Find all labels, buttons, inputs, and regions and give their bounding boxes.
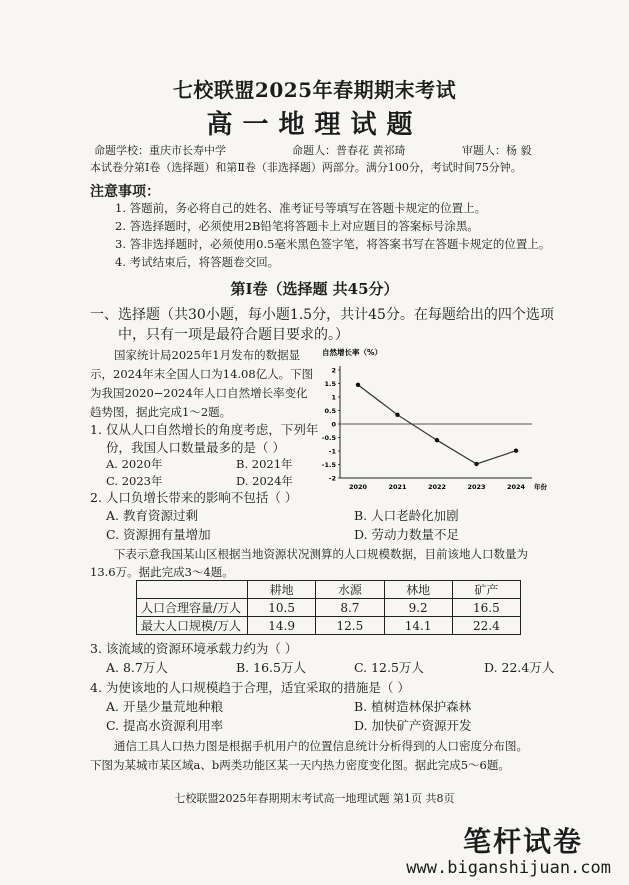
option-b: B. 人口老龄化加剧 — [354, 508, 459, 523]
question-stem: 3. 该流域的资源环境承载力约为（ ） — [90, 641, 298, 656]
y-tick-label: 2 — [331, 366, 336, 375]
y-tick-label: -1.5 — [321, 461, 336, 469]
page-footer: 七校联盟2025年春期期末考试高一地理试题 第1页 共8页 — [174, 792, 455, 805]
option-b: B. 植树造林保护森林 — [354, 699, 472, 714]
option-d: D. 劳动力数量不足 — [354, 527, 460, 542]
table-cell: 14.1 — [384, 617, 452, 635]
subject-title: 高一地理试题 — [206, 110, 423, 140]
table-cell: 16.5 — [452, 599, 520, 617]
x-tick-label: 2024 — [506, 483, 526, 491]
data-point — [474, 462, 478, 466]
section-instruction: 中，只有一项是最符合题目要求的。） — [118, 327, 349, 343]
table-row — [137, 617, 521, 635]
table-header-row — [137, 581, 521, 599]
option-b: B. 16.5万人 — [236, 660, 306, 675]
question-stem: 2. 人口负增长带来的影响不包括（ ） — [90, 490, 298, 505]
table-cell: 10.5 — [248, 599, 316, 617]
table-cell: 8.7 — [316, 599, 384, 617]
table-cell: 22.4 — [452, 617, 520, 635]
passage-line: 通信工具人口热力图是根据手机用户的位置信息统计分析得到的人口密度分布图。 — [114, 739, 528, 753]
option-c: C. 12.5万人 — [354, 660, 424, 675]
y-tick-label: 0 — [331, 420, 336, 429]
note-item: 3. 答非选择题时，必须使用0.5毫米黑色签字笔，将答案书写在答题卡规定的位置上。 — [115, 237, 551, 251]
population-growth-chart — [320, 344, 550, 494]
table-cell: 12.5 — [316, 617, 384, 635]
table-cell: 14.9 — [248, 617, 316, 635]
question-stem: 1. 仅从人口自然增长的角度考虑，下列年 — [90, 422, 319, 437]
y-tick-label: 1.5 — [324, 380, 336, 388]
x-tick-label: 2022 — [427, 483, 447, 491]
table-cell: 9.2 — [384, 599, 452, 617]
passage-line: 13.6万。据此完成3～4题。 — [90, 565, 234, 579]
section-title: 第Ⅰ卷（选择题 共45分） — [230, 280, 399, 298]
table-cell: 水源 — [316, 581, 384, 599]
passage-line: 为我国2020−2024年人口自然增长率变化 — [90, 386, 308, 400]
notes-heading: 注意事项： — [90, 184, 160, 200]
option-d: D. 22.4万人 — [484, 660, 555, 675]
data-point — [356, 383, 360, 387]
table-cell: 林地 — [384, 581, 452, 599]
table-cell: 最大人口规模/万人 — [137, 617, 248, 635]
y-tick-label: -2 — [328, 474, 336, 483]
y-tick-label: 0.5 — [324, 407, 336, 415]
y-axis-label: 自然增长率（%） — [322, 348, 383, 357]
option-d: D. 2024年 — [236, 474, 293, 488]
question-stem: 份，我国人口数量最多的是（ ） — [106, 440, 285, 455]
y-tick-label: 1 — [331, 393, 336, 402]
option-a: A. 2020年 — [106, 457, 163, 471]
exam-title: 七校联盟2025年春期期末考试 — [172, 78, 457, 102]
x-axis-label: 年份 — [534, 483, 547, 491]
note-item: 2. 答选择题时，必须使用2B铅笔将答题卡上对应题目的答案标号涂黑。 — [115, 219, 479, 233]
option-b: B. 2021年 — [236, 457, 293, 471]
note-item: 1. 答题前，务必将自己的姓名、准考证号等填写在答题卡规定的位置上。 — [115, 201, 487, 215]
data-point — [514, 449, 518, 453]
table-cell: 矿产 — [452, 581, 520, 599]
passage-line: 示，2024年末全国人口为14.08亿人。下图 — [90, 367, 314, 381]
data-point — [395, 413, 399, 417]
option-c: C. 资源拥有量增加 — [106, 527, 211, 542]
section-instruction: 一、选择题（共30小题，每小题1.5分，共计45分。在每题给出的四个选项 — [90, 307, 554, 323]
option-c: C. 2023年 — [106, 474, 163, 488]
population-table — [136, 580, 521, 635]
option-a: A. 8.7万人 — [106, 660, 168, 675]
watermark-url: www.biganshijuan.com — [406, 858, 611, 878]
y-tick-label: -1 — [328, 447, 336, 456]
watermark-brand: 笔杆试卷 — [462, 825, 583, 858]
option-c: C. 提高水资源利用率 — [106, 718, 224, 733]
table-cell: 人口合理容量/万人 — [137, 599, 248, 617]
note-item: 4. 考试结束后，将答题卷交回。 — [115, 255, 280, 269]
series-line — [358, 385, 516, 464]
data-point — [435, 438, 439, 442]
table-row — [137, 599, 521, 617]
x-tick-label: 2023 — [467, 483, 486, 491]
passage-line: 国家统计局2025年1月发布的数据显 — [114, 348, 301, 362]
option-d: D. 加快矿产资源开发 — [354, 718, 472, 733]
question-stem: 4. 为使该地的人口规模趋于合理，适宜采取的措施是（ ） — [90, 680, 410, 695]
proposers: 命题人：普春花 黄祁琦 — [292, 144, 406, 157]
x-tick-label: 2021 — [388, 483, 407, 491]
table-cell: 耕地 — [248, 581, 316, 599]
exam-info: 本试卷分第Ⅰ卷（选择题）和第Ⅱ卷（非选择题）两部分。满分100分，考试时间75分钟。 — [90, 161, 522, 174]
passage-line: 趋势图，据此完成1～2题。 — [90, 405, 232, 419]
option-a: A. 开垦少量荒地种粮 — [106, 699, 223, 714]
option-a: A. 教育资源过剩 — [106, 508, 198, 523]
table-cell — [137, 581, 248, 599]
passage-line: 下表示意我国某山区根据当地资源状况测算的人口规模数据，目前该地人口数量为 — [114, 547, 528, 561]
y-tick-label: -0.5 — [321, 434, 336, 442]
reviewer: 审题人：杨 毅 — [462, 144, 532, 157]
x-tick-label: 2020 — [348, 483, 368, 491]
passage-line: 下图为某城市某区域a、b两类功能区某一天内热力密度变化图。据此完成5～6题。 — [90, 758, 510, 772]
proposer-school: 命题学校：重庆市长寿中学 — [94, 144, 226, 157]
